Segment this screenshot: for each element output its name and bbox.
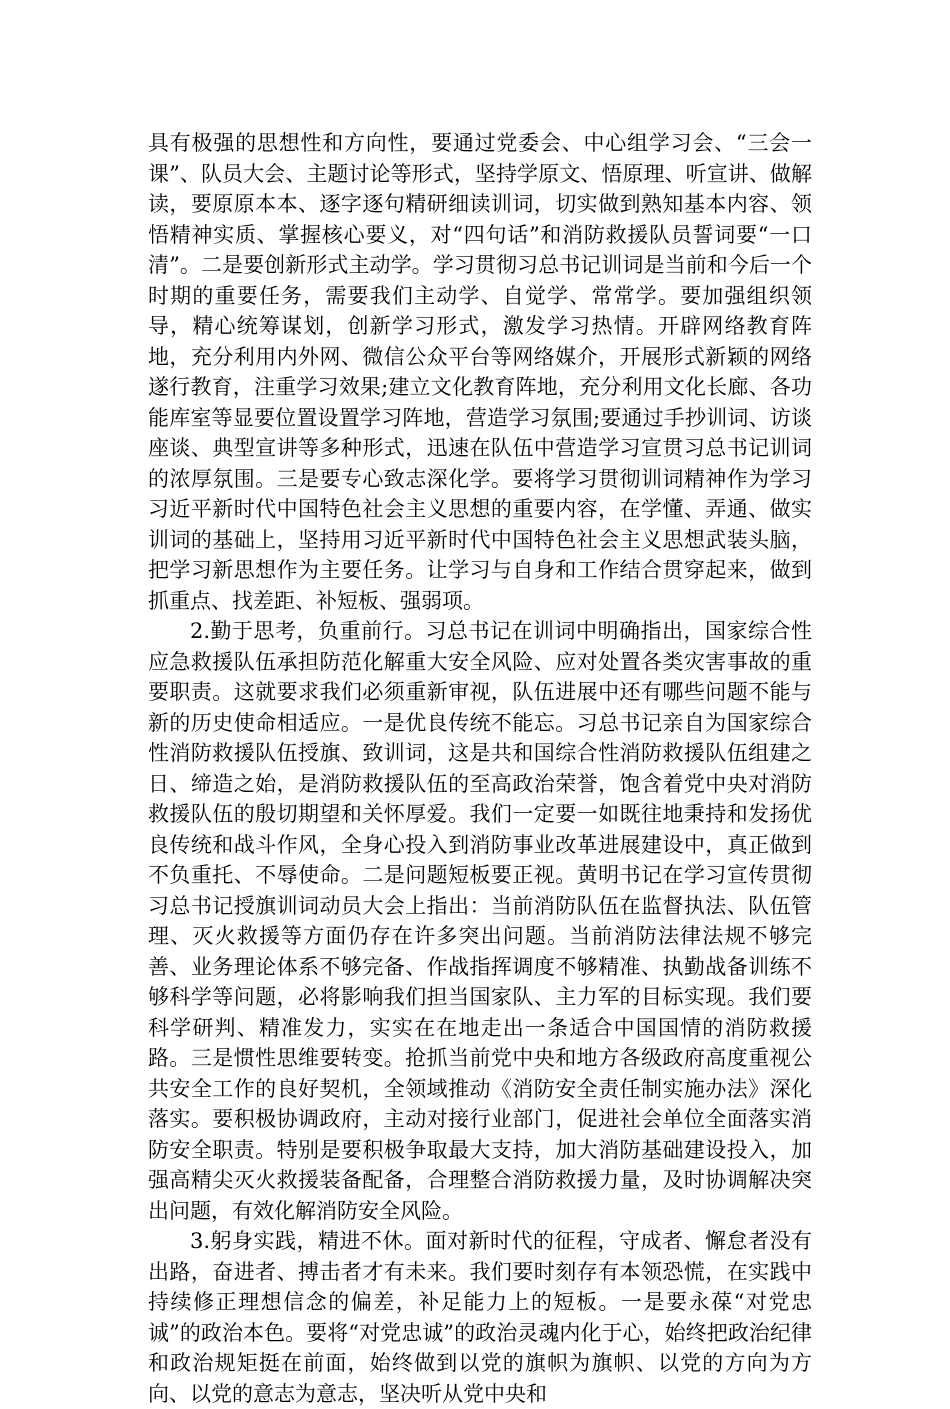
paragraph-3: 3.躬身实践，精进不休。面对新时代的征程，守成者、懈怠者没有出路，奋进者、搏击者才有未来。我们要时刻存有本领恐慌，在实践中持续修正理想信念的偏差，补足能力上的短板。一是要永葆“对党忠诚”的政治本色。要将“对党忠诚”的政治灵魂内化于心，始终把政治纪律和政治规矩挺在前面，始终做到以党的旗帜为旗帜、以党的方向为方向、以党的意志为意志，坚决听从党中央和 [148,1229,812,1406]
document-page [148,128,812,1409]
paragraph-1: 具有极强的思想性和方向性，要通过党委会、中心组学习会、“三会一课”、队员大会、主题讨论等形式，坚持学原文、悟原理、听宣讲、做解读，要原原本本、逐字逐句精研细读训词，切实做到熟知基本内容、领悟精神实质、掌握核心要义，对“四句话”和消防救援队员誓词要“一口清”。二是要创新形式主动学。学习贯彻习总书记训词是当前和今后一个时期的重要任务，需要我们主动学、自觉学、常常学。要加强组织领导，精心统筹谋划，创新学习形式，激发学习热情。开辟网络教育阵地，充分利用内外网、微信公众平台等网络媒介，开展形式新颖的网络遂行教育，注重学习效果;建立文化教育阵地，充分利用文化长廊、各功能库室等显要位置设置学习阵地，营造学习氛围;要通过手抄训词、访谈座谈、典型宣讲等多种形式，迅速在队伍中营造学习宣贯习总书记训词的浓厚氛围。三是要专心致志深化学。要将学习贯彻训词精神作为学习习近平新时代中国特色社会主义思想的重要内容，在学懂、弄通、做实训词的基础上，坚持用习近平新时代中国特色社会主义思想武装头脑，把学习新思想作为主要任务。让学习与自身和工作结合贯穿起来，做到抓重点、找差距、补短板、强弱项。 [148,131,812,613]
paragraph-2: 2.勤于思考，负重前行。习总书记在训词中明确指出，国家综合性应急救援队伍承担防范化解重大安全风险、应对处置各类灾害事故的重要职责。这就要求我们必须重新审视，队伍进展中还有哪些问题不能与新的历史使命相适应。一是优良传统不能忘。习总书记亲自为国家综合性消防救援队伍授旗、致训词，这是共和国综合性消防救援队伍组建之日、缔造之始，是消防救援队伍的至高政治荣誉，饱含着党中央对消防救援队伍的殷切期望和关怀厚爱。我们一定要一如既往地秉持和发扬优良传统和战斗作风，全身心投入到消防事业改革进展建设中，真正做到不负重托、不辱使命。二是问题短板要正视。黄明书记在学习宣传贯彻习总书记授旗训词动员大会上指出：当前消防队伍在监督执法、队伍管理、灭火救援等方面仍存在许多突出问题。当前消防法律法规不够完善、业务理论体系不够完备、作战指挥调度不够精准、执勤战备训练不够科学等问题，必将影响我们担当国家队、主力军的目标实现。我们要科学研判、精准发力，实实在在地走出一条适合中国国情的消防救援路。三是惯性思维要转变。抢抓当前党中央和地方各级政府高度重视公共安全工作的良好契机，全领域推动《消防安全责任制实施办法》深化落实。要积极协调政府，主动对接行业部门，促进社会单位全面落实消防安全职责。特别是要积极争取最大支持，加大消防基础建设投入，加强高精尖灭火救援装备配备，合理整合消防救援力量，及时协调解决突出问题，有效化解消防安全风险。 [148,619,812,1223]
